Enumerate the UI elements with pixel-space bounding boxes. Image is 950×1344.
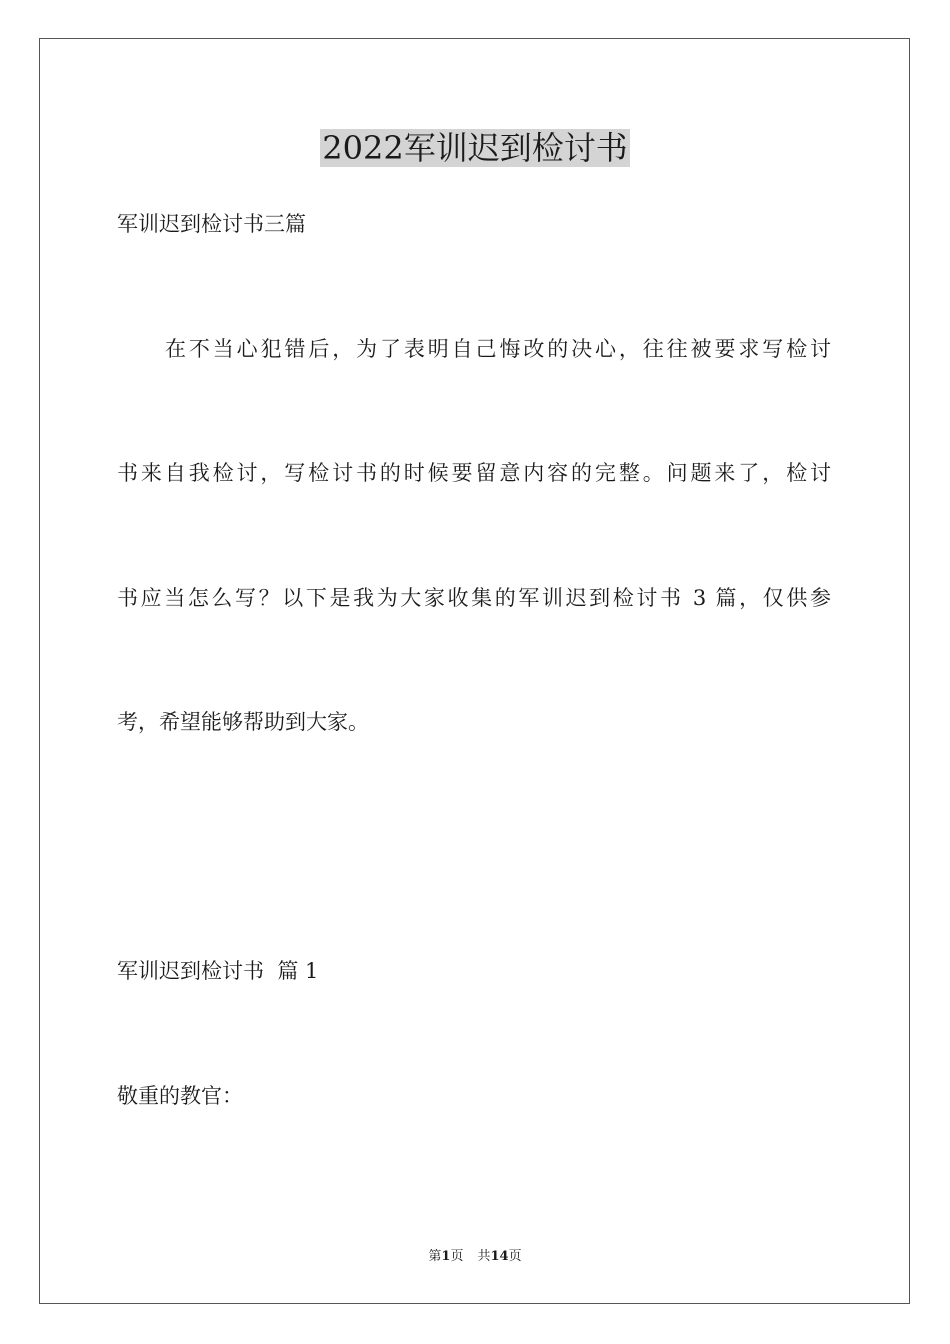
- document-title: [0, 126, 950, 170]
- intro-line-4: 考，希望能够帮助到大家。: [117, 710, 369, 734]
- footer-total-pages: 14: [490, 1249, 509, 1264]
- footer-page-prefix: 第: [428, 1249, 442, 1264]
- footer-page-number: 1: [441, 1249, 451, 1264]
- footer-page-suffix: 页: [450, 1249, 464, 1264]
- intro-line-2: 书来自我检讨，写检讨书的时候要留意内容的完整。问题来了，检讨: [117, 461, 831, 485]
- footer-total-suffix: 页: [508, 1249, 522, 1264]
- footer-total-prefix: 共: [477, 1249, 491, 1264]
- page-footer: [0, 1247, 950, 1267]
- document-subtitle: 军训迟到检讨书三篇: [117, 212, 306, 236]
- intro-line-1: 在不当心犯错后，为了表明自己悔改的决心，往往被要求写检讨: [165, 337, 831, 361]
- document-title-text: 2022军训迟到检讨书: [322, 129, 628, 167]
- section-heading: 军训迟到检讨书 篇 1: [117, 959, 319, 983]
- salutation: 敬重的教官：: [117, 1084, 243, 1108]
- intro-line-3: 书应当怎么写？以下是我为大家收集的军训迟到检讨书 3 篇，仅供参: [117, 586, 831, 610]
